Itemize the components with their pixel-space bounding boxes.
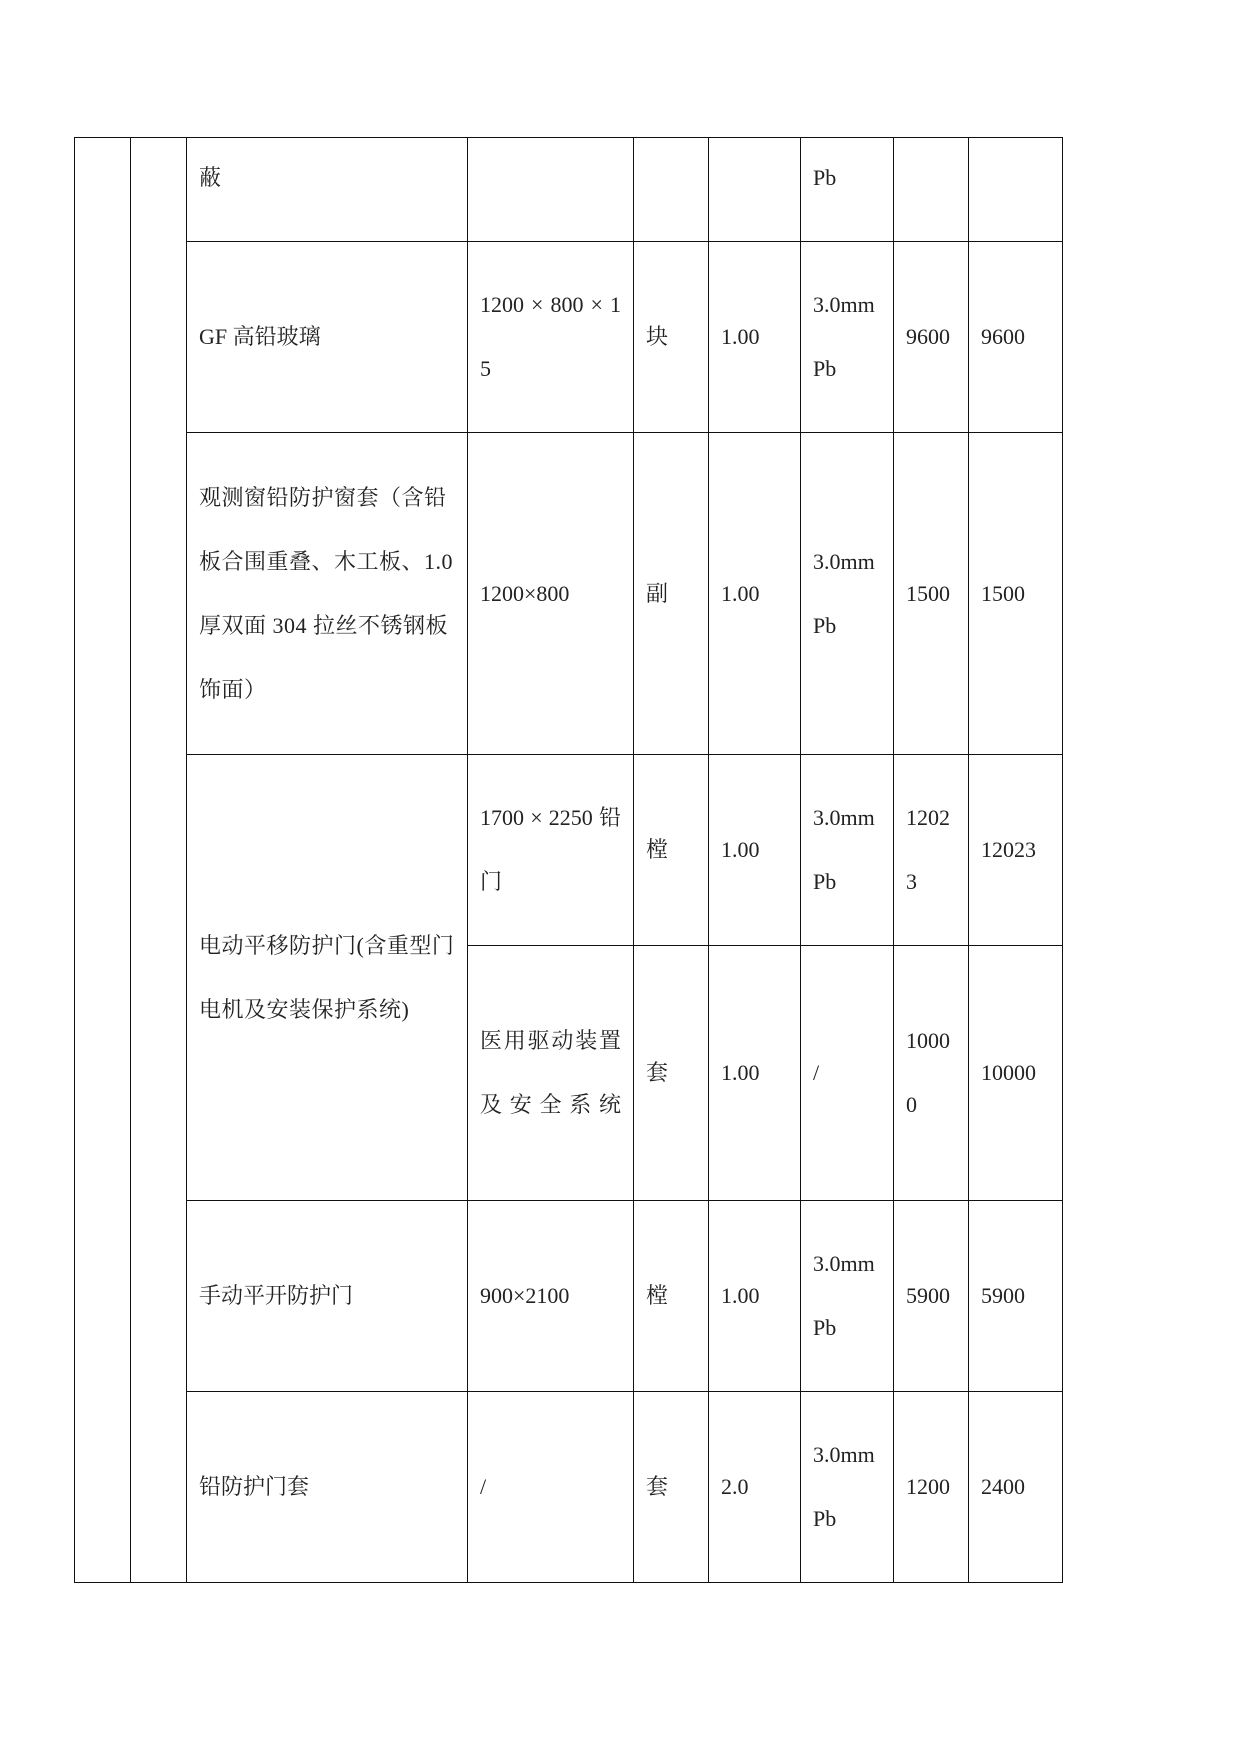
qty-cell: 1.00 — [709, 755, 801, 946]
qty-cell — [709, 138, 801, 242]
table-row — [75, 755, 1063, 946]
category-cell — [131, 138, 187, 1583]
table-row — [75, 1392, 1063, 1583]
qty-cell: 1.00 — [709, 1201, 801, 1392]
price-cell: 1200 — [894, 1392, 969, 1583]
unit-cell: 块 — [634, 242, 709, 433]
spec-cell — [468, 138, 634, 242]
thickness-cell: Pb — [801, 138, 894, 242]
item-name-cell: 蔽 — [187, 138, 468, 242]
spec-cell: 医用驱动装置及安全系统 — [468, 946, 634, 1201]
qty-cell: 2.0 — [709, 1392, 801, 1583]
unit-cell: 樘 — [634, 755, 709, 946]
item-name-cell: 观测窗铅防护窗套（含铅板合围重叠、木工板、1.0 厚双面 304 拉丝不锈钢板饰面） — [187, 433, 468, 755]
qty-cell: 1.00 — [709, 433, 801, 755]
table-row — [75, 138, 1063, 242]
item-name-cell: GF 高铅玻璃 — [187, 242, 468, 433]
total-cell: 9600 — [969, 242, 1063, 433]
equipment-table — [74, 137, 1063, 1583]
unit-cell: 樘 — [634, 1201, 709, 1392]
price-cell: 12023 — [894, 755, 969, 946]
table-row — [75, 433, 1063, 755]
thickness-cell: / — [801, 946, 894, 1201]
table-row — [75, 242, 1063, 433]
qty-cell: 1.00 — [709, 242, 801, 433]
thickness-cell: 3.0mm Pb — [801, 755, 894, 946]
total-cell: 12023 — [969, 755, 1063, 946]
qty-cell: 1.00 — [709, 946, 801, 1201]
unit-cell: 套 — [634, 946, 709, 1201]
spec-cell: 900×2100 — [468, 1201, 634, 1392]
total-cell: 10000 — [969, 946, 1063, 1201]
price-cell: 10000 — [894, 946, 969, 1201]
spec-cell: / — [468, 1392, 634, 1583]
item-name-cell: 电动平移防护门(含重型门电机及安装保护系统) — [187, 755, 468, 1201]
price-cell: 5900 — [894, 1201, 969, 1392]
thickness-cell: 3.0mm Pb — [801, 1392, 894, 1583]
item-name-cell: 铅防护门套 — [187, 1392, 468, 1583]
unit-cell: 副 — [634, 433, 709, 755]
spec-cell: 1700 × 2250 铅门 — [468, 755, 634, 946]
thickness-cell: 3.0mm Pb — [801, 1201, 894, 1392]
index-cell — [75, 138, 131, 1583]
table-row — [75, 1201, 1063, 1392]
thickness-cell: 3.0mm Pb — [801, 242, 894, 433]
unit-cell: 套 — [634, 1392, 709, 1583]
total-cell: 2400 — [969, 1392, 1063, 1583]
thickness-cell: 3.0mm Pb — [801, 433, 894, 755]
spec-cell: 1200×800 — [468, 433, 634, 755]
total-cell: 1500 — [969, 433, 1063, 755]
spec-cell: 1200 × 800 × 15 — [468, 242, 634, 433]
price-cell: 9600 — [894, 242, 969, 433]
total-cell: 5900 — [969, 1201, 1063, 1392]
price-cell — [894, 138, 969, 242]
item-name-cell: 手动平开防护门 — [187, 1201, 468, 1392]
total-cell — [969, 138, 1063, 242]
price-cell: 1500 — [894, 433, 969, 755]
unit-cell — [634, 138, 709, 242]
